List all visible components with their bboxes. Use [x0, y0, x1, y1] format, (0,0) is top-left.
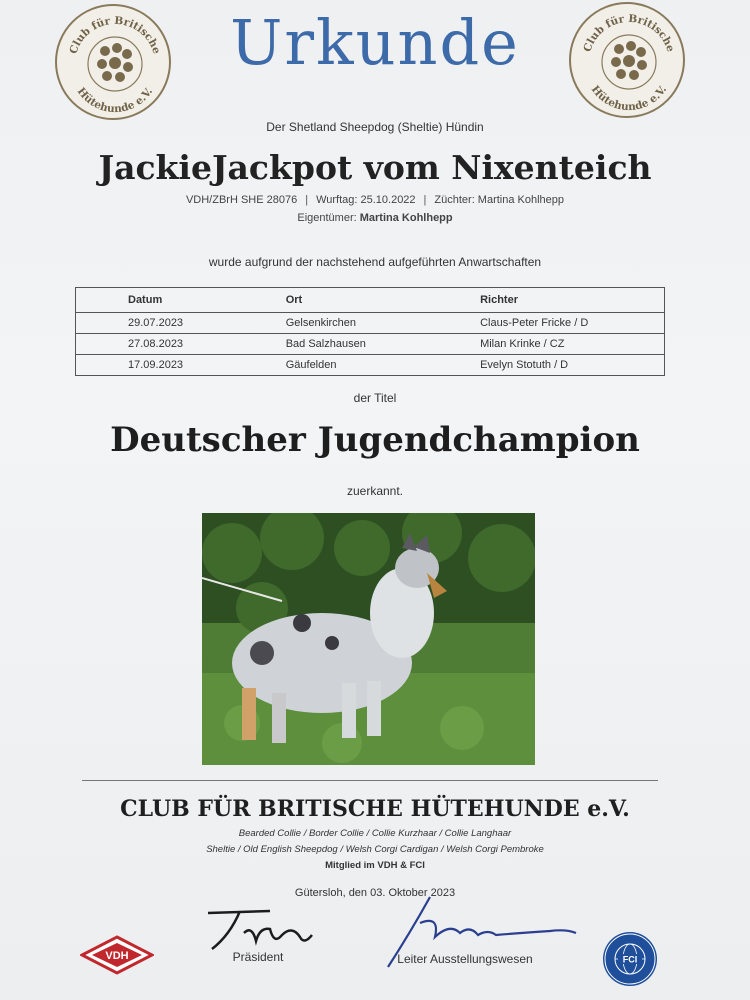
row-place: Bad Salzhausen [234, 334, 428, 355]
owner-label: Eigentümer: [297, 212, 357, 224]
basis-text: wurde aufgrund der nachstehend aufgeführten Anwartschaften [208, 255, 542, 269]
svg-text:Club für Britische: Club für Britische [67, 14, 163, 56]
fci-logo [603, 932, 657, 986]
dog-photo [202, 513, 535, 765]
breeds-line-2: Sheltie / Old English Sheepdog / Welsh Corgi Cardigan / Welsh Corgi Pembroke [206, 844, 544, 855]
row-judge: Milan Krinke / CZ [428, 334, 664, 355]
divider-line [82, 780, 658, 781]
row-date: 29.07.2023 [76, 313, 234, 334]
registry-number: VDH/ZBrH SHE 28076 [185, 194, 298, 206]
svg-text:Club für Britische: Club für Britische [581, 12, 677, 54]
place-date: Gütersloh, den 03. Oktober 2023 [294, 887, 456, 899]
membership: Mitglied im VDH & FCI [325, 860, 425, 871]
row-judge: Claus-Peter Fricke / D [428, 313, 664, 334]
svg-text:VDH: VDH [105, 950, 129, 962]
svg-text:FCI: FCI [622, 954, 638, 965]
row-place: Gelsenkirchen [234, 313, 428, 334]
row-date: 27.08.2023 [76, 334, 234, 355]
show-director-label: Leiter Ausstellungswesen [397, 952, 533, 966]
title-label: der Titel [353, 391, 397, 405]
svg-text:Hütehunde e.V.: Hütehunde e.V. [588, 83, 670, 114]
dog-name: JackieJackpot vom Nixenteich [98, 148, 652, 187]
table-row [76, 334, 665, 355]
table-row [76, 355, 665, 376]
breeder: Züchter: Martina Kohlhepp [434, 194, 565, 206]
vdh-logo [80, 935, 154, 980]
header-place: Ort [234, 288, 428, 313]
row-date: 17.09.2023 [76, 355, 234, 376]
table-row [76, 313, 665, 334]
owner-name: Martina Kohlhepp [359, 212, 453, 224]
champion-title: Deutscher Jugendchampion [110, 420, 640, 460]
club-name: CLUB FÜR BRITISCHE HÜTEHUNDE e.V. [120, 796, 630, 822]
owner-line [0, 212, 750, 224]
awarded-text: zuerkannt. [346, 484, 404, 498]
row-place: Gäufelden [234, 355, 428, 376]
certificate-title: Urkunde [230, 6, 520, 79]
president-label: Präsident [232, 950, 284, 964]
whelp-date: Wurftag: 25.10.2022 [316, 194, 416, 206]
qualifications-table [75, 287, 665, 376]
table-header-row [76, 288, 665, 313]
svg-text:Hütehunde e.V.: Hütehunde e.V. [74, 85, 156, 116]
dog-details: VDH/ZBrH SHE 28076 | Wurftag: 25.10.2022 | Züchter: Martina Kohlhepp [185, 194, 565, 206]
row-judge: Evelyn Stotuth / D [428, 355, 664, 376]
header-date: Datum [76, 288, 234, 313]
breeds-line-1: Bearded Collie / Border Collie / Collie Kurzhaar / Collie Langhaar [238, 828, 512, 839]
intro-text: Der Shetland Sheepdog (Sheltie) Hündin [266, 120, 484, 134]
header-judge: Richter [428, 288, 664, 313]
